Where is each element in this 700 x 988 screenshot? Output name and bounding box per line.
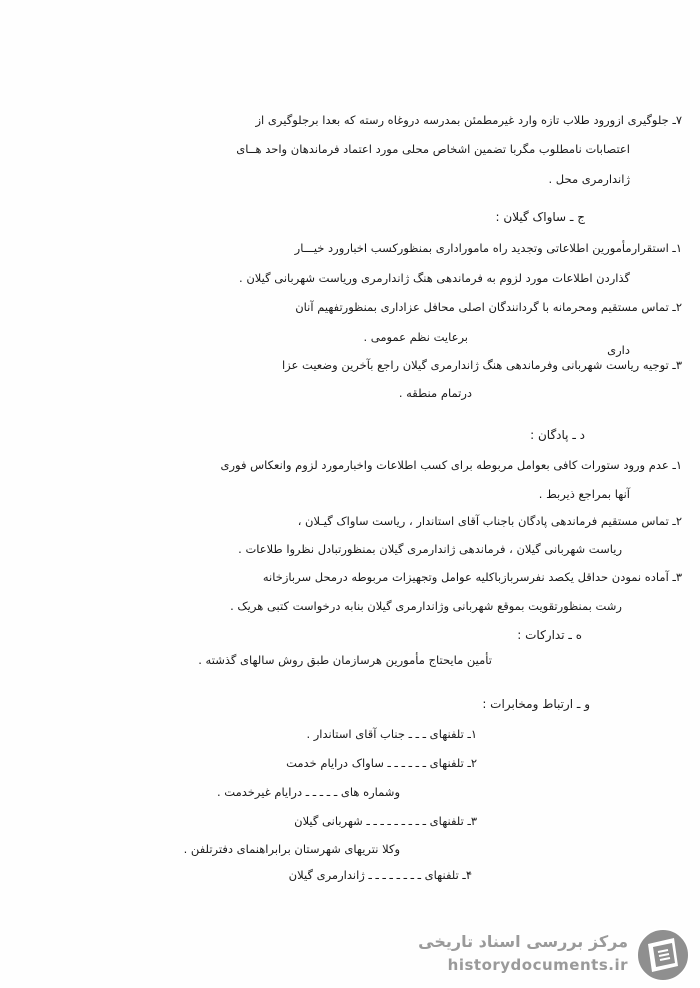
doc-line: ۳ـ تلفنهای ـ ـ ـ ـ ـ ـ ـ ـ ـ شهربانی گیلان [294, 814, 477, 828]
doc-line: گذاردن اطلاعات مورد لزوم به فرماندهی هنگ ژاندارمری وریاست شهربانی گیلان . [239, 271, 630, 285]
doc-line: ۱ـ عدم ورود ستورات کافی بعوامل مربوطه برای کسب اطلاعات واخبارمورد لزوم وانعکاس فوری [220, 458, 682, 472]
doc-line: تأمین مایحتاج مأمورین هرسازمان طبق روش سالهای گذشته . [198, 653, 492, 667]
doc-line: وشماره های ـ ـ ـ ـ ـ درایام غیرخدمت . [216, 785, 400, 799]
doc-line: اعتصابات نامطلوب مگربا تضمین اشخاص محلی مورد اعتماد فرماندهان واحد هــای [236, 142, 630, 156]
doc-line: برعایت نظم عمومی . [363, 330, 468, 344]
section-heading: و ـ ارتباط ومخابرات : [482, 697, 590, 711]
watermark [400, 918, 700, 988]
doc-line: ۴ـ تلفنهای ـ ـ ـ ـ ـ ـ ـ ـ ژاندارمری گیلان [288, 868, 472, 882]
doc-line: ۳ـ آماده نمودن حداقل یکصد نفرسربازباکلیه عوامل وتجهیزات مربوطه درمحل سربازخانه [262, 570, 682, 584]
doc-line: ژاندارمری محل . [548, 172, 630, 186]
doc-line: داری [607, 343, 630, 357]
doc-line: درتمام منطقه . [398, 386, 472, 400]
doc-line: آنها بمراجع ذیربط . [538, 487, 630, 501]
doc-line: وکلا نتریهای شهرستان برابراهنمای دفترتلفن . [183, 842, 400, 856]
doc-line: ۲ـ تماس مستقیم فرماندهی پادگان باجناب آقای استاندار ، ریاست ساواک گیـلان ، [297, 514, 682, 528]
document-archive-logo-icon [634, 926, 692, 984]
doc-line: ۱ـ تلفنهای ـ ـ ـ جناب آقای استاندار . [306, 727, 477, 741]
doc-line: ۲ـ تلفنهای ـ ـ ـ ـ ـ ـ ساواک درایام خدمت [286, 756, 477, 770]
doc-line: ۳ـ توجیه ریاست شهربانی وفرماندهی هنگ ژاندارمری گیلان راجع بآخرین وضعیت عزا [281, 358, 682, 372]
section-heading: ه ـ تدارکات : [517, 628, 582, 642]
doc-line: ۱ـ استقرارمأمورین اطلاعاتی وتجدید راه ماموراداری بمنظورکسب اخبارورد خیـــار [294, 241, 682, 255]
section-heading: د ـ پادگان : [530, 428, 585, 442]
watermark-title: مرکز بررسی اسناد تاریخی [418, 932, 628, 951]
doc-line: رشت بمنظورتقویت بموقع شهربانی وژاندارمری گیلان بنابه درخواست کتبی هریک . [230, 599, 622, 613]
doc-line: ۷ـ جلوگیری ازورود طلاب تازه وارد غیرمطمئن بمدرسه دروغاه رسته که بعدا برجلوگیری از [255, 113, 682, 127]
section-heading: ج ـ ساواک گیلان : [495, 210, 585, 224]
doc-line: ۲ـ تماس مستقیم ومحرمانه با گردانندگان اصلی محافل عزاداری بمنظورتفهیم آنان [295, 300, 682, 314]
watermark-url: historydocuments.ir [447, 956, 628, 974]
doc-line: ریاست شهربانی گیلان ، فرماندهی ژاندارمری گیلان بمنظورتبادل نظروا طلاعات . [238, 542, 622, 556]
